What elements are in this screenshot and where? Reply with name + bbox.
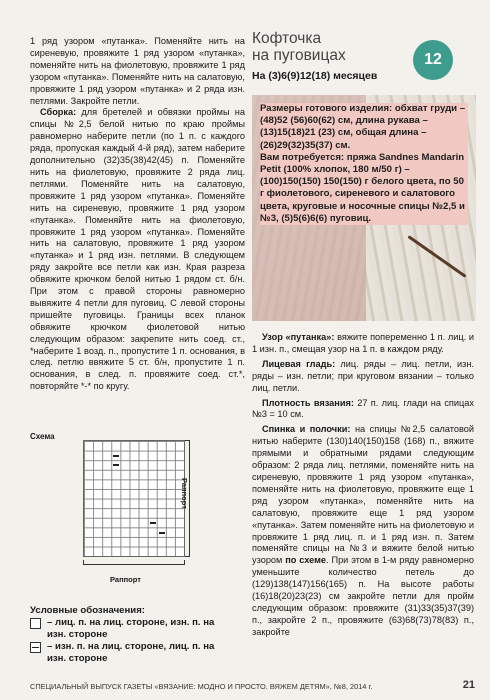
rapport-bracket-horizontal bbox=[83, 560, 185, 565]
pattern-title-line1: Кофточка bbox=[252, 30, 322, 47]
empty-cell-icon bbox=[30, 618, 41, 629]
left-column bbox=[30, 36, 245, 393]
assembly-heading: Сборка: bbox=[40, 107, 77, 118]
footer-publication: СПЕЦИАЛЬНЫЙ ВЫПУСК ГАЗЕТЫ «ВЯЗАНИЕ: МОДНО И ПРОСТО. ВЯЖЕМ ДЕТЯМ», №8, 2014 г. bbox=[30, 682, 373, 691]
legend-title: Условные обозначения: bbox=[30, 605, 145, 616]
legend-item-knit-text: – лиц. п. на лиц. стороне, изн. п. на изн. стороне bbox=[47, 617, 215, 640]
purl-symbol bbox=[113, 464, 119, 466]
back-heading: Спинка и полочки: bbox=[262, 424, 351, 435]
stockinette-paragraph bbox=[252, 359, 474, 395]
left-paragraph-1: 1 ряд узором «путанка». Поменяйте нить на сиреневую, провяжите 1 ряд узором «путанка», поменяйте нить на фиолетовую, провяжите 1 ряд узором «путанка». Поменяйте нить на салатовую, провяжите 1 ряд узором «путанка» и 2 ряда изн. петлями. Закройте петли. bbox=[30, 36, 245, 106]
info-box bbox=[260, 103, 468, 225]
pattern-age-range: На (3)6(9)12(18) месяцев bbox=[252, 70, 378, 82]
purl-symbol bbox=[150, 522, 156, 524]
scheme-ref: по схеме bbox=[285, 555, 327, 566]
materials-text: Вам потребуется: пряжа Sandnes Mandarin Petit (100% хлопок, 180 м/50 г) – (100)150(150) 150(150) г белого цвета, по 50 г фиолетового, сиреневого и салатового цвета, круговые и носочные спицы №2,5 и №3, (5)5(6)6(6) пуговиц. bbox=[260, 151, 465, 224]
pattern-number-badge: 12 bbox=[413, 40, 453, 80]
rapport-label-vertical: Раппорт bbox=[180, 478, 189, 509]
sizes-text: Размеры готового изделия: обхват груди – (48)52 (56)60(62) см, длина рукава – (13)15(18)21 (23) см, общая длина – (26)29(32)35(37) см. bbox=[260, 103, 466, 151]
stockinette-text: лиц. ряды – лиц. петли, изн. ряды – изн. петли; при круговом вязании – только лиц. петли. bbox=[252, 358, 474, 393]
dash-cell-icon bbox=[30, 642, 41, 653]
legend-item-knit bbox=[30, 617, 217, 641]
legend-item-purl-text: – изн. п. на лиц. стороне, лиц. п. на изн. стороне bbox=[47, 641, 215, 664]
gauge-paragraph bbox=[252, 398, 474, 422]
page-number: 21 bbox=[462, 679, 475, 691]
product-photo bbox=[252, 95, 476, 321]
back-fronts-paragraph bbox=[252, 424, 474, 638]
page-footer bbox=[30, 679, 475, 691]
legend bbox=[30, 605, 217, 665]
scheme-label: Схема bbox=[30, 432, 55, 441]
knitting-chart-grid bbox=[83, 440, 185, 557]
stockinette-heading: Лицевая гладь: bbox=[262, 358, 336, 369]
back-text-end: . При этом в 1-м ряду равномерно уменьшите количество петель до (129)138(147)156(165) п. На высоте работы (16)18(20)23(23) см закройте петли для пройм следующим образом: провяжите (31)33(35)37(39) п., закройте 2 п., провяжите (63)68(73)78(83) п., закройте bbox=[252, 555, 475, 637]
right-column bbox=[252, 332, 474, 642]
rapport-label-horizontal: Раппорт bbox=[110, 575, 141, 584]
gauge-text: 27 п. лиц. глади на спицах №3 = 10 см. bbox=[252, 397, 474, 420]
legend-item-purl bbox=[30, 641, 217, 665]
pattern-stitch-paragraph bbox=[252, 332, 474, 356]
stitch-heading: Узор «путанка»: bbox=[262, 332, 335, 342]
purl-symbol bbox=[159, 532, 165, 534]
gauge-heading: Плотность вязания: bbox=[262, 397, 354, 408]
stitch-text: вяжите попеременно 1 п. лиц. и 1 изн. п., смещая узор на 1 п. в каждом ряду. bbox=[252, 332, 474, 354]
purl-symbol bbox=[113, 455, 119, 457]
assembly-text: для бретелей и обвязки проймы на спицы №2,5 белой нитью по краю проймы равномерно наберите петли (по 1 п. с каждого ряда, пропуская каждый 4-й ряд), затем наберите дополнительно (32)35(38)42(45) п. Поменяйте нить на фиолетовую, провяжите 2 ряда лиц. петлями. Поменяйте нить на салатовую, провяжите 1 ряд узором «путанка». Поменяйте нить на сиреневую, провяжите 1 ряд узором «путанка». Поменяйте нить на фиолетовую, провяжите 1 ряд узором «путанка». Поменяйте нить на салатовую, провяжите 1 ряд узором «путанка» и 1 ряд изн. петлями. В следующем ряду закройте все петли как изн. Края разреза обвяжите крючком белой нитью 1 рядом ст. б/н. При этом с правой стороны равномерно вывяжите 4 петли для пуговиц. С левой стороны пришейте пуговицы. Границы всех планок обвяжите крючком фиолетовой нитью следующим образом: закрепите нить соед. ст., *наберите 1 возд. п., пропустите 1 п. основания, в след. петлю ввяжите 5 ст. б/н, пропустите 1 п. основания, в след. п. провяжите соед. ст.*, повторяйте *-* по кругу. bbox=[30, 107, 245, 392]
pattern-title-line2: на пуговицах bbox=[252, 47, 346, 64]
back-text: на спицы №2,5 салатовой нитью наберите (130)140(150)158 (168) п., вяжите прямыми и обратными рядами следующим образом: 2 ряда лиц. петлями, поменяйте нить на сиреневую, провяжите 1 ряд узором «путанка», поменяйте нить на фиолетовую, провяжите еще 1 ряд узором «путанка», поменяйте нить на салатовую, провяжите еще 1 ряд узором «путанка». Затем поменяйте нить на фиолетовую и провяжите 1 ряд лиц. п. и 1 ряд изн. п. Затем поменяйте спицы на №3 и вяжите белой нитью узором bbox=[252, 424, 475, 566]
left-paragraph-assembly bbox=[30, 107, 245, 393]
